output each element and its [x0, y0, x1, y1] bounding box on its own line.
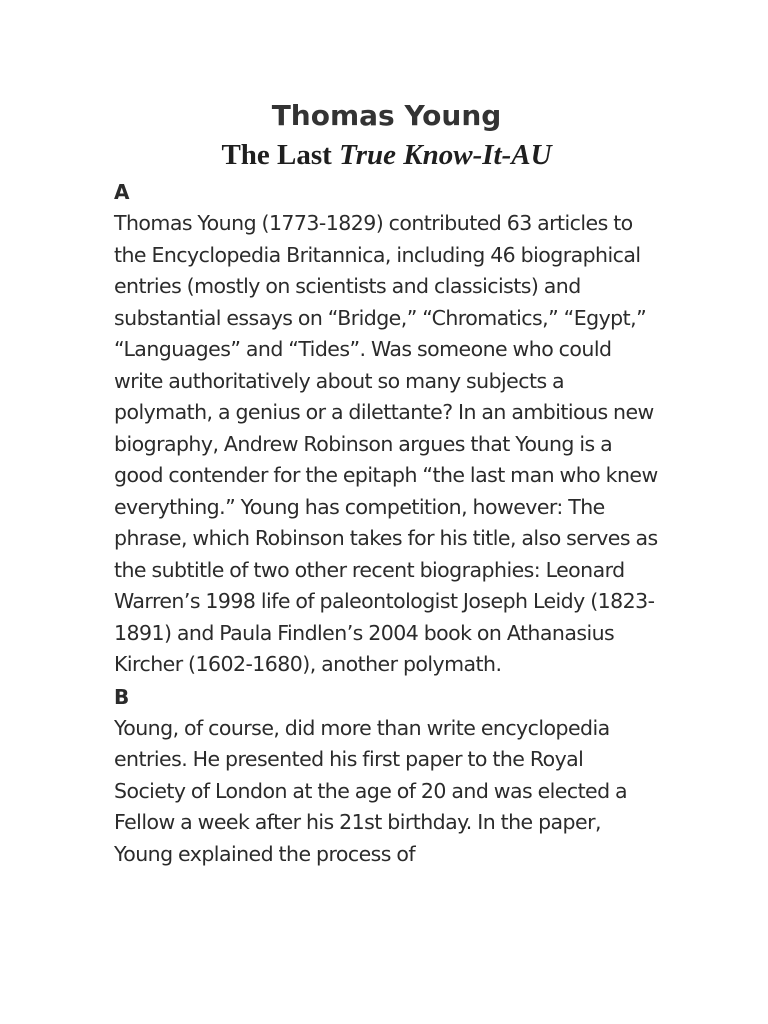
document-subtitle — [114, 136, 659, 174]
section-b-paragraph: Young, of course, did more than write encyclopedia entries. He presented his first paper to the Royal Society of London at the age of 20 and was elected a Fellow a week after his 21st birthday. In the paper, Young explained the process of — [114, 715, 628, 866]
section-a — [114, 176, 659, 681]
section-b — [114, 681, 659, 871]
subtitle-plain: The Last — [221, 139, 340, 171]
document-page — [114, 96, 659, 870]
section-a-paragraph: Thomas Young (1773-1829) contributed 63 articles to the Encyclopedia Britannica, including 46 biographical entries (mostly on scientists and classicists) and substantial essays on “Bridge,” “Chromatics,” “Egypt,” “Languages” and “Tides”. Was someone who could write authoritatively about so many subjects a polymath, a genius or a dilettante? In an ambitious new biography, Andrew Robinson argues that Young is a good contender for the epitaph “the last man who knew everything.” Young has competition, however: The phrase, which Robinson takes for his title, also serves as the subtitle of two other recent biographies: Leonard Warren’s 1998 life of paleontologist Joseph Leidy (1823-1891) and Paula Findlen’s 2004 book on Athanasius Kircher (1602-1680), another polymath. — [114, 211, 658, 676]
document-title: Thomas Young — [271, 99, 502, 132]
section-letter-b: B — [114, 684, 130, 709]
subtitle-italic: True Know-It-AU — [339, 139, 552, 171]
section-letter-a: A — [114, 180, 130, 204]
